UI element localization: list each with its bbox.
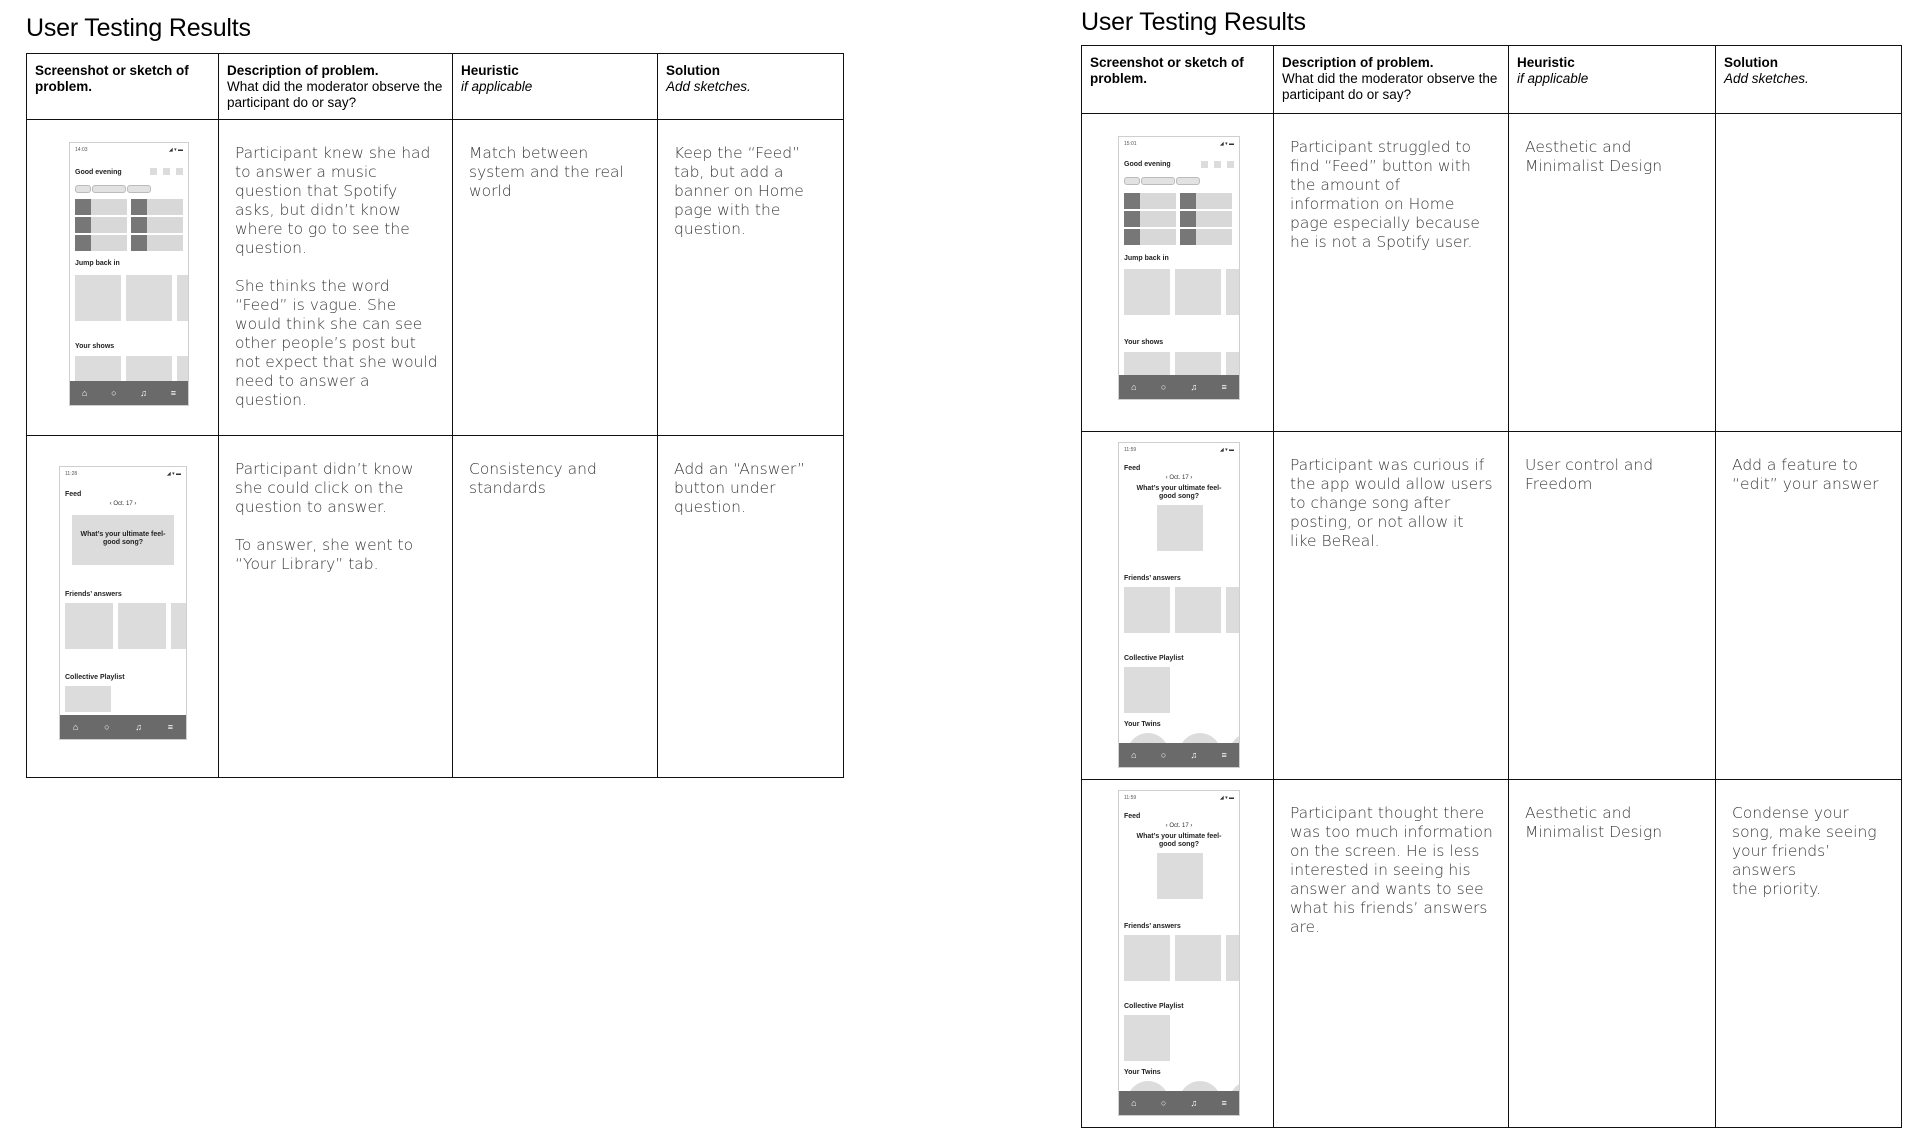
heuristic-cell: Consistency and standards: [453, 436, 658, 778]
feed-icon: ♫: [1190, 381, 1198, 392]
feed-icon: ♫: [1190, 749, 1198, 760]
solution-cell: Condense your song, make seeing your friends’ answers the priority.: [1716, 780, 1902, 1128]
header-screenshot: Screenshot or sketch of problem.: [27, 54, 219, 120]
feed-title: Feed: [1124, 813, 1141, 820]
library-icon: ≡: [1221, 1097, 1227, 1108]
solution-cell: [1716, 114, 1902, 432]
search-icon: ○: [1160, 381, 1167, 392]
search-icon: ○: [111, 387, 117, 398]
date-nav: ‹ Oct. 17 ›: [109, 501, 137, 507]
section-label: Your shows: [75, 343, 115, 350]
home-icon: ⌂: [1131, 1097, 1137, 1108]
section-label: Your shows: [1124, 339, 1164, 346]
question-text: What’s your ultimate feel-good song?: [1136, 485, 1222, 500]
description-cell: Participant knew she had to answer a music question that Spotify asks, but didn’t know where to go to see the question. She thinks the word “Feed” is vague. She would think she can see other people’s post but not expect that she would need to answer a question.: [219, 120, 453, 436]
header-heuristic: Heuristic if applicable: [453, 54, 658, 120]
tab-bar: [1119, 375, 1239, 399]
library-icon: ≡: [1221, 381, 1227, 392]
status-icons: ◢ ▾ ▬: [1219, 141, 1234, 147]
description-cell: Participant thought there was too much information on the screen. He is less interested in seeing his answer and wants to see what his friends’ answers are.: [1274, 780, 1509, 1128]
screenshot-cell: [1082, 114, 1274, 432]
header-solution: Solution Add sketches.: [658, 54, 844, 120]
screenshot-cell: [27, 436, 219, 778]
section-label: Friends’ answers: [65, 591, 122, 598]
screenshot-cell: [27, 120, 219, 436]
search-icon: ○: [1160, 749, 1167, 760]
date-nav: ‹ Oct. 17 ›: [1165, 823, 1193, 829]
feed-wireframe: 11:59 ◢ ▾ ▬ Feed ‹ Oct. 17 › What’s your ultimate feel-good song? Friends’ answers Collective Playlist Your Twins ⌂ ○ ♫ ≡: [1118, 790, 1240, 1116]
library-icon: ≡: [167, 721, 174, 732]
question-text: What’s your ultimate feel-good song?: [80, 531, 166, 546]
home-wireframe: 14:03 ◢ ▾ ▬ Good evening Jump back in Your shows ⌂ ○ ♫ ≡: [69, 142, 189, 406]
description-cell: Participant struggled to find “Feed” button with the amount of information on Home page especially because he is not a Spotify user.: [1274, 114, 1509, 432]
status-icons: ◢ ▾ ▬: [1219, 795, 1234, 801]
status-icons: ◢ ▾ ▬: [168, 147, 183, 153]
table-row: [1082, 780, 1902, 1128]
question-text: What’s your ultimate feel-good song?: [1136, 833, 1222, 848]
home-icon: ⌂: [1131, 381, 1137, 392]
section-label: Collective Playlist: [1124, 1003, 1184, 1010]
results-board-left: [26, 14, 844, 778]
home-icon: ⌂: [72, 721, 79, 732]
heuristic-cell: Match between system and the real world: [453, 120, 658, 436]
screenshot-cell: [1082, 432, 1274, 780]
feed-icon: ♫: [1190, 1097, 1198, 1108]
board-title: User Testing Results: [26, 14, 251, 42]
feed-wireframe: 11:59 ◢ ▾ ▬ Feed ‹ Oct. 17 › What’s your ultimate feel-good song? Friends’ answers Collective Playlist Your Twins ⌂ ○ ♫ ≡: [1118, 442, 1240, 768]
status-icons: ◢ ▾ ▬: [166, 471, 181, 477]
solution-cell: Add a feature to “edit” your answer: [1716, 432, 1902, 780]
table-row: [27, 436, 844, 778]
solution-cell: Add an “Answer” button under question.: [658, 436, 844, 778]
description-cell: Participant didn’t know she could click on the question to answer. To answer, she went to “Your Library” tab.: [219, 436, 453, 778]
tab-bar: [1119, 1091, 1239, 1115]
heuristic-cell: Aesthetic and Minimalist Design: [1509, 114, 1716, 432]
heuristic-cell: Aesthetic and Minimalist Design: [1509, 780, 1716, 1128]
home-wireframe: 15:01 ◢ ▾ ▬ Good evening Jump back in Your shows ⌂ ○ ♫ ≡: [1118, 136, 1240, 400]
header-description: Description of problem. What did the moderator observe the participant do or say?: [1274, 46, 1509, 114]
section-label: Friends’ answers: [1124, 575, 1181, 582]
tab-bar: [60, 715, 186, 739]
table-row: [1082, 432, 1902, 780]
home-icon: ⌂: [81, 387, 88, 398]
feed-wireframe: 11:28 ◢ ▾ ▬ Feed ‹ Oct. 17 › What’s your ultimate feel-good song? Friends’ answers Collective Playlist ⌂ ○ ♫ ≡: [59, 466, 187, 740]
section-label: Friends’ answers: [1124, 923, 1181, 930]
section-label: Your Twins: [1124, 721, 1161, 728]
feed-title: Feed: [1124, 465, 1141, 472]
solution-cell: Keep the “Feed” tab, but add a banner on Home page with the question.: [658, 120, 844, 436]
search-icon: ○: [1160, 1097, 1167, 1108]
header-row: [1082, 46, 1902, 114]
screenshot-cell: [1082, 780, 1274, 1128]
table-row: [27, 120, 844, 436]
board-title: User Testing Results: [1081, 8, 1306, 36]
header-heuristic: Heuristic if applicable: [1509, 46, 1716, 114]
table-row: [1082, 114, 1902, 432]
section-label: Collective Playlist: [65, 674, 125, 681]
header-screenshot: Screenshot or sketch of problem.: [1082, 46, 1274, 114]
results-table: [26, 53, 844, 778]
header-solution: Solution Add sketches.: [1716, 46, 1902, 114]
tab-bar: [70, 381, 188, 405]
feed-icon: ♫: [135, 721, 143, 732]
home-icon: ⌂: [1131, 749, 1137, 760]
results-table: [1081, 45, 1902, 1128]
greeting-label: Good evening: [1124, 161, 1171, 168]
results-board-right: [1081, 8, 1902, 1128]
description-cell: Participant was curious if the app would allow users to change song after posting, or not allow it like BeReal.: [1274, 432, 1509, 780]
section-label: Collective Playlist: [1124, 655, 1184, 662]
header-description: Description of problem. What did the moderator observe the participant do or say?: [219, 54, 453, 120]
library-icon: ≡: [1221, 749, 1227, 760]
header-row: [27, 54, 844, 120]
feed-title: Feed: [65, 491, 82, 498]
heuristic-cell: User control and Freedom: [1509, 432, 1716, 780]
library-icon: ≡: [170, 387, 177, 398]
status-icons: ◢ ▾ ▬: [1219, 447, 1234, 453]
section-label: Jump back in: [75, 260, 120, 267]
section-label: Jump back in: [1124, 255, 1169, 262]
date-nav: ‹ Oct. 17 ›: [1165, 475, 1193, 481]
greeting-label: Good evening: [75, 169, 122, 176]
section-label: Your Twins: [1124, 1069, 1161, 1076]
search-icon: ○: [104, 721, 110, 732]
tab-bar: [1119, 743, 1239, 767]
feed-icon: ♫: [140, 387, 148, 398]
